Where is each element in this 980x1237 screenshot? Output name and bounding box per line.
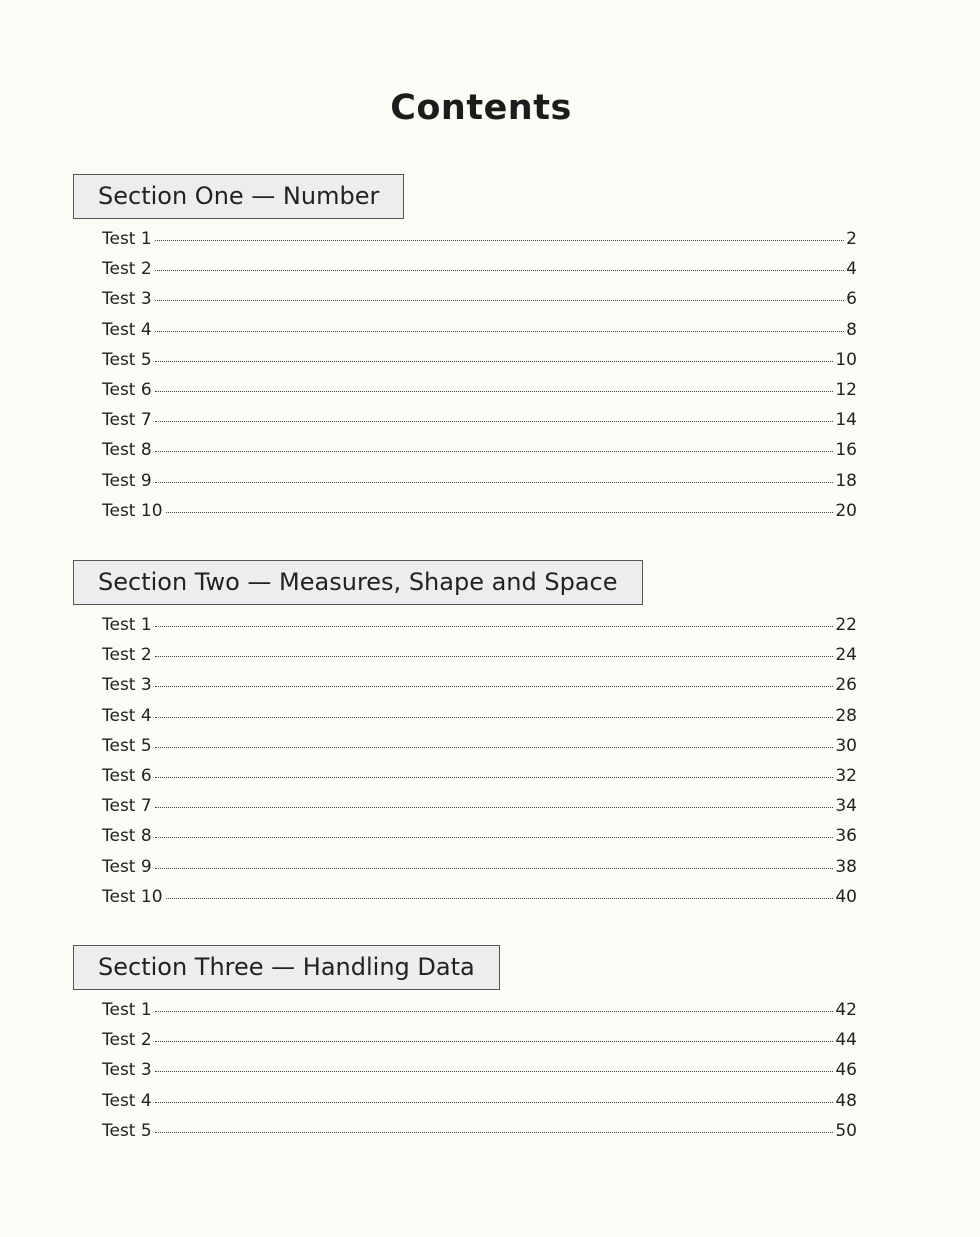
dot-leader	[155, 717, 834, 718]
entry-page-number: 12	[835, 379, 857, 400]
entry-page-number: 50	[835, 1120, 857, 1141]
entry-page-number: 34	[835, 796, 857, 817]
toc-entry[interactable]	[102, 887, 857, 917]
toc-entry[interactable]	[102, 229, 857, 259]
entry-page-number: 24	[835, 645, 857, 666]
toc-entry[interactable]	[102, 501, 857, 531]
dot-leader	[155, 331, 844, 332]
entry-page-number: 38	[835, 856, 857, 877]
entry-label: Test 1	[102, 229, 152, 249]
entry-label: Test 8	[102, 826, 152, 847]
entry-label: Test 5	[102, 349, 152, 370]
entry-page-number: 8	[846, 319, 857, 340]
dot-leader	[155, 1132, 834, 1133]
toc-entry[interactable]	[102, 320, 857, 350]
entry-label: Test 9	[102, 470, 152, 491]
dot-leader	[155, 777, 834, 778]
entry-page-number: 26	[835, 675, 857, 696]
entry-label: Test 1	[102, 1000, 152, 1020]
toc-entry[interactable]	[102, 1091, 857, 1121]
dot-leader	[155, 656, 834, 657]
section-heading: Section Three — Handling Data	[73, 945, 500, 990]
toc-entry[interactable]	[102, 1060, 857, 1090]
dot-leader	[155, 391, 834, 392]
entry-label: Test 5	[102, 1120, 152, 1141]
entry-label: Test 2	[102, 259, 152, 280]
toc-entry[interactable]	[102, 410, 857, 440]
entry-label: Test 4	[102, 1090, 152, 1111]
entry-label: Test 1	[102, 615, 152, 635]
entry-page-number: 2	[846, 229, 857, 249]
entry-label: Test 3	[102, 1060, 152, 1081]
entry-label: Test 10	[102, 886, 163, 907]
toc-entry[interactable]	[102, 615, 857, 645]
dot-leader	[155, 270, 844, 271]
entry-page-number: 16	[835, 440, 857, 461]
dot-leader	[166, 898, 834, 899]
entry-label: Test 8	[102, 440, 152, 461]
entry-label: Test 4	[102, 705, 152, 726]
toc-entry[interactable]	[102, 1030, 857, 1060]
entry-page-number: 48	[835, 1090, 857, 1111]
dot-leader	[155, 1102, 834, 1103]
entry-label: Test 3	[102, 289, 152, 310]
toc-entry[interactable]	[102, 1121, 857, 1151]
entry-label: Test 4	[102, 319, 152, 340]
dot-leader	[155, 1041, 834, 1042]
entry-label: Test 7	[102, 796, 152, 817]
entry-page-number: 44	[835, 1030, 857, 1051]
dot-leader	[155, 1071, 834, 1072]
entry-page-number: 32	[835, 765, 857, 786]
toc-entry[interactable]	[102, 736, 857, 766]
toc-entry[interactable]	[102, 289, 857, 319]
entry-label: Test 6	[102, 765, 152, 786]
toc-entry[interactable]	[102, 440, 857, 470]
entry-label: Test 2	[102, 1030, 152, 1051]
entry-label: Test 9	[102, 856, 152, 877]
entry-page-number: 28	[835, 705, 857, 726]
entry-label: Test 6	[102, 379, 152, 400]
entry-page-number: 14	[835, 410, 857, 431]
entry-page-number: 20	[835, 500, 857, 521]
dot-leader	[166, 512, 834, 513]
entry-label: Test 7	[102, 410, 152, 431]
entry-page-number: 6	[846, 289, 857, 310]
dot-leader	[155, 626, 834, 627]
toc-entry[interactable]	[102, 259, 857, 289]
entry-page-number: 46	[835, 1060, 857, 1081]
entry-label: Test 2	[102, 645, 152, 666]
toc-entry[interactable]	[102, 1000, 857, 1030]
entry-label: Test 10	[102, 500, 163, 521]
dot-leader	[155, 868, 834, 869]
dot-leader	[155, 837, 834, 838]
page-title: Contents	[390, 88, 572, 128]
toc-entry[interactable]	[102, 645, 857, 675]
dot-leader	[155, 300, 844, 301]
dot-leader	[155, 747, 834, 748]
entry-list	[102, 1000, 857, 1151]
section-heading: Section One — Number	[73, 174, 404, 219]
dot-leader	[155, 240, 844, 241]
dot-leader	[155, 451, 834, 452]
entry-page-number: 18	[835, 470, 857, 491]
entry-list	[102, 615, 857, 917]
entry-page-number: 36	[835, 826, 857, 847]
entry-page-number: 42	[835, 1000, 857, 1020]
dot-leader	[155, 1011, 834, 1012]
entry-label: Test 5	[102, 735, 152, 756]
entry-label: Test 3	[102, 675, 152, 696]
dot-leader	[155, 482, 834, 483]
entry-list	[102, 229, 857, 531]
entry-page-number: 10	[835, 349, 857, 370]
dot-leader	[155, 421, 834, 422]
dot-leader	[155, 686, 834, 687]
entry-page-number: 4	[846, 259, 857, 280]
section-heading: Section Two — Measures, Shape and Space	[73, 560, 643, 605]
toc-entry[interactable]	[102, 706, 857, 736]
toc-entry[interactable]	[102, 826, 857, 856]
dot-leader	[155, 361, 834, 362]
toc-entry[interactable]	[102, 675, 857, 705]
toc-entry[interactable]	[102, 471, 857, 501]
toc-entry[interactable]	[102, 796, 857, 826]
dot-leader	[155, 807, 834, 808]
toc-entry[interactable]	[102, 350, 857, 380]
entry-page-number: 22	[835, 615, 857, 635]
entry-page-number: 30	[835, 735, 857, 756]
toc-entry[interactable]	[102, 857, 857, 887]
toc-entry[interactable]	[102, 766, 857, 796]
toc-entry[interactable]	[102, 380, 857, 410]
entry-page-number: 40	[835, 886, 857, 907]
